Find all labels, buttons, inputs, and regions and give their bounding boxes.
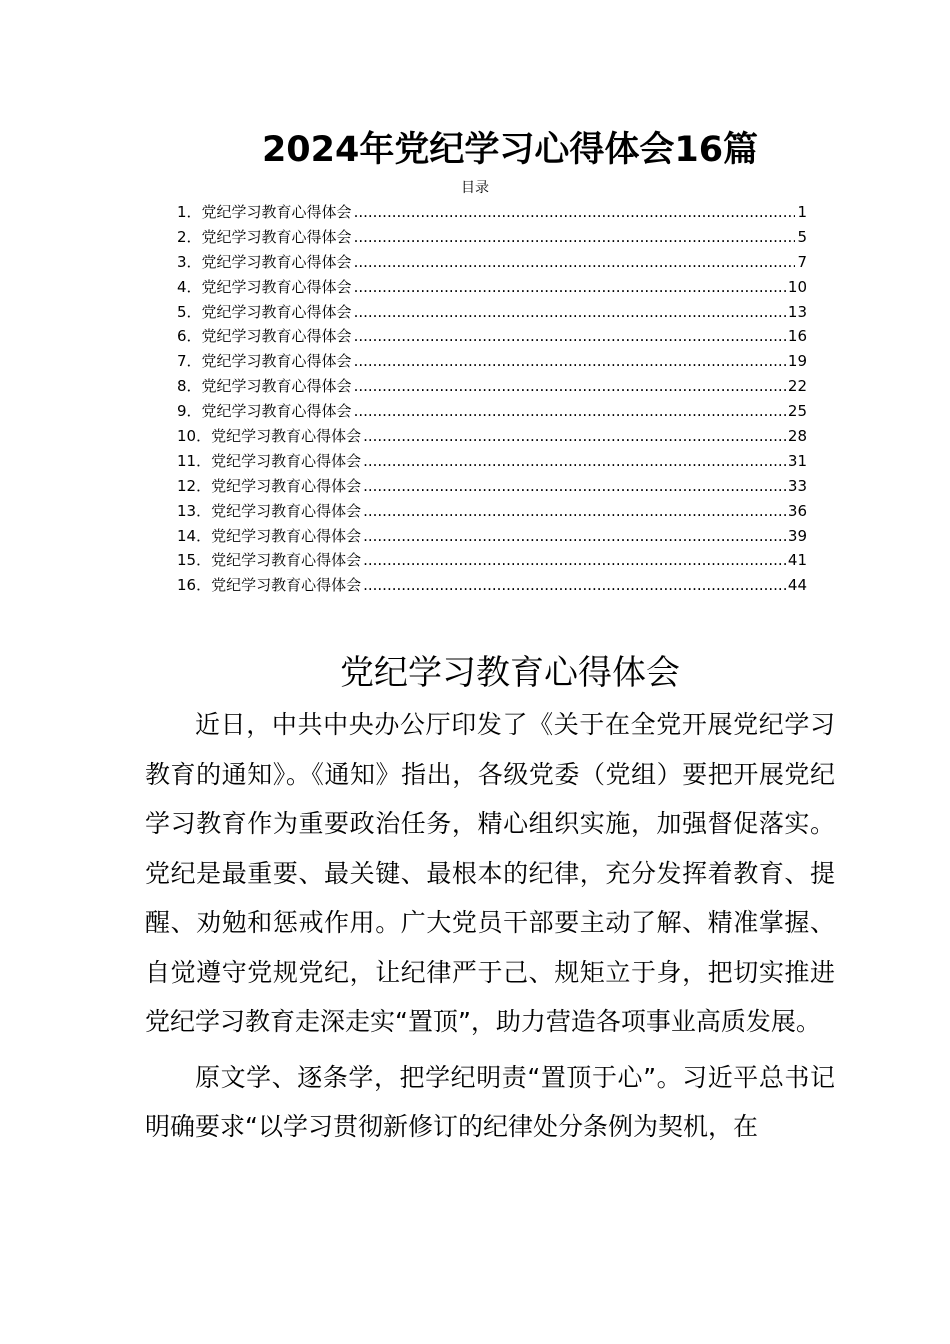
toc-entry-label: 党纪学习教育心得体会 [201,327,352,346]
toc-entry-label: 党纪学习教育心得体会 [211,427,362,446]
toc-entry-page: 13 [787,302,807,321]
toc-entry-page: 7 [797,252,807,271]
toc-leader [363,548,786,573]
toc-entry-label: 党纪学习教育心得体会 [201,302,352,321]
toc-entry[interactable] [177,300,807,325]
toc-leader [354,225,796,250]
paragraph: 原文学、逐条学，把学纪明责“置顶于心”。习近平总书记明确要求“以学习贯彻新修订的纪律处分条例为契机，在 [145,1062,835,1141]
toc-entry-page: 41 [787,551,807,570]
toc-entry-number: 14． [177,526,212,545]
toc-entry-label: 党纪学习教育心得体会 [201,203,352,221]
toc-entry-number: 6． [177,327,202,346]
toc-entry-page: 5 [797,227,807,246]
toc-entry[interactable] [177,374,807,399]
toc-leader [354,374,786,399]
toc-entry-page: 22 [787,377,807,396]
body-text [145,700,835,1152]
toc-entry[interactable] [177,225,807,250]
toc-entry-page: 16 [787,327,807,346]
paragraph: 近日，中共中央办公厅印发了《关于在全党开展党纪学习教育的通知》。《通知》指出，各级党委（党组）要把开展党纪学习教育作为重要政治任务，精心组织实施，加强督促落实。党纪是最重要、最关键、最根本的纪律，充分发挥着教育、提醒、劝勉和惩戒作用。广大党员干部要主动了解、精准掌握、自觉遵守党规党纪，让纪律严于己、规矩立于身，把切实推进党纪学习教育走深走实“置顶”，助力营造各项事业高质发展。 [145,710,835,1036]
toc-entry-label: 党纪学习教育心得体会 [201,252,352,271]
toc-entry-number: 11． [177,451,212,470]
toc-entry-number: 13． [177,501,212,520]
toc-entry-label: 党纪学习教育心得体会 [211,476,362,495]
toc-entry-number: 4． [177,277,202,296]
toc-entry-page: 44 [787,576,807,595]
toc-entry-page: 36 [787,501,807,520]
toc-heading: 目录 [461,180,489,196]
toc-leader [354,300,786,325]
toc-entry-label: 党纪学习教育心得体会 [211,501,362,520]
toc-entry-number: 7． [177,352,202,371]
toc-leader [363,424,786,449]
toc-entry[interactable] [177,424,807,449]
toc-entry-page: 31 [787,451,807,470]
toc-leader [363,499,786,524]
toc-leader [363,524,786,549]
toc-entry-number: 5． [177,302,202,321]
toc-entry[interactable] [177,449,807,474]
toc-leader [354,399,786,424]
toc-entry[interactable] [177,499,807,524]
toc-entry-label: 党纪学习教育心得体会 [211,551,362,570]
toc-entry-page: 25 [787,402,807,421]
toc-entry-number: 9． [177,402,202,421]
toc-entry[interactable] [177,324,807,349]
toc-leader [354,200,796,225]
toc-leader [354,275,786,300]
toc-entry-page: 10 [787,277,807,296]
toc-entry-page: 1 [797,203,807,221]
toc-leader [354,324,786,349]
table-of-contents [177,200,807,598]
toc-entry-number: 8． [177,377,202,396]
toc-entry-number: 3． [177,252,202,271]
toc-entry[interactable] [177,573,807,598]
toc-entry-number: 12． [177,476,212,495]
section-title: 党纪学习教育心得体会 [340,653,680,693]
toc-leader [363,449,786,474]
toc-entry[interactable] [177,200,807,225]
toc-entry[interactable] [177,349,807,374]
toc-leader [354,250,796,275]
toc-entry[interactable] [177,548,807,573]
toc-leader [354,349,786,374]
toc-entry-label: 党纪学习教育心得体会 [211,451,362,470]
toc-entry-label: 党纪学习教育心得体会 [211,576,362,595]
toc-entry-page: 28 [787,427,807,446]
toc-entry[interactable] [177,474,807,499]
toc-entry[interactable] [177,524,807,549]
toc-entry[interactable] [177,250,807,275]
toc-entry-page: 33 [787,476,807,495]
toc-entry-label: 党纪学习教育心得体会 [201,402,352,421]
toc-entry-number: 10． [177,427,212,446]
toc-entry-label: 党纪学习教育心得体会 [201,377,352,396]
document-title: 2024年党纪学习心得体会16篇 [261,130,759,170]
toc-entry-label: 党纪学习教育心得体会 [211,526,362,545]
toc-leader [363,474,786,499]
toc-entry-label: 党纪学习教育心得体会 [201,227,352,246]
toc-entry-number: 15． [177,551,212,570]
toc-entry-page: 19 [787,352,807,371]
toc-entry[interactable] [177,399,807,424]
toc-entry-label: 党纪学习教育心得体会 [201,352,352,371]
toc-entry-number: 16． [177,576,212,595]
toc-entry-number: 2． [177,227,202,246]
toc-entry-number: 1． [177,203,202,221]
toc-entry[interactable] [177,275,807,300]
toc-entry-label: 党纪学习教育心得体会 [201,277,352,296]
toc-entry-page: 39 [787,526,807,545]
toc-leader [363,573,786,598]
